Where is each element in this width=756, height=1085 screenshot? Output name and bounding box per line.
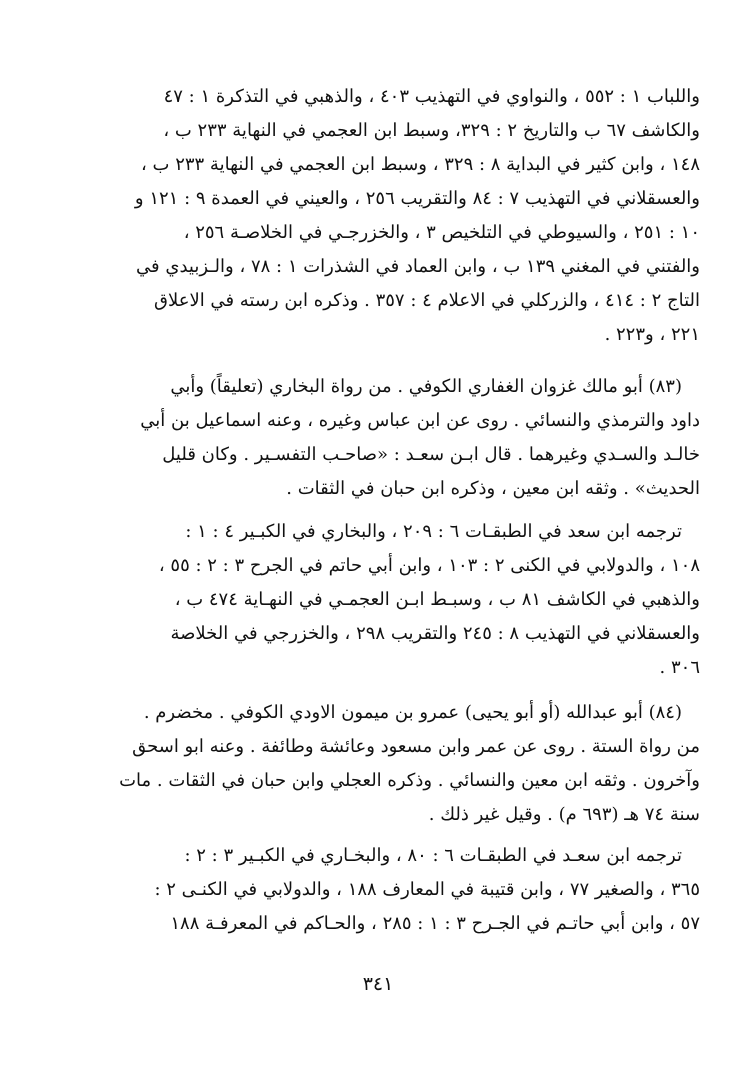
text-line: ١٠٨ ، والدولابي في الكنى ٢ : ١٠٣ ، وابن أبي حاتم في الجرح ٣ : ٢ : ٥٥ ،: [158, 555, 700, 576]
references-paragraph: [96, 80, 700, 352]
text-line: واللباب ١ : ٥٥٢ ، والنواوي في التهذيب ٤٠٣ ، والذهبي في التذكرة ١ : ٤٧: [163, 86, 700, 107]
text-line: التاج ٢ : ٤١٤ ، والزركلي في الاعلام ٤ : ٣٥٧ . وذكره ابن رسته في الاعلاق: [154, 290, 700, 311]
text-line: ٢٢١ ، و٢٢٣ .: [604, 324, 700, 345]
text-line: والذهبي في الكاشف ٨١ ب ، وسبـط ابـن العجمـي في النهـاية ٤٧٤ ب ،: [174, 589, 700, 610]
text-line: وآخرون . وثقه ابن معين والنسائي . وذكره العجلي وابن حبان في الثقات . مات: [119, 770, 700, 791]
text-line: (٨٣) أبو مالك غزوان الغفاري الكوفي . من رواة البخاري (تعليقاً) وأبي: [170, 376, 682, 397]
biography-entry-83: [96, 370, 700, 506]
text-line: خالـد والسـدي وغيرهما . قال ابـن سعـد : «صاحـب التفسـير . وكان قليل: [162, 444, 700, 465]
text-line: والعسقلاني في التهذيب ٧ : ٨٤ والتقريب ٢٥٦ ، والعيني في العمدة ٩ : ١٢١ و: [134, 188, 700, 209]
text-line: الحديث» . وثقه ابن معين ، وذكره ابن حبان في الثقات .: [286, 478, 700, 499]
text-line: ٣٠٦ .: [659, 657, 700, 678]
text-line: والعسقلاني في التهذيب ٨ : ٢٤٥ والتقريب ٢٩٨ ، والخزرجي في الخلاصة: [170, 623, 700, 644]
text-line: من رواة الستة . روى عن عمر وابن مسعود وعائشة وطائفة . وعنه ابو اسحق: [132, 736, 700, 757]
text-line: ترجمه ابن سعد في الطبقـات ٦ : ٢٠٩ ، والبخاري في الكبـير ٤ : ١ :: [185, 521, 682, 542]
text-line: ١٠ : ٢٥١ ، والسيوطي في التلخيص ٣ ، والخزرجـي في الخلاصـة ٢٥٦ ،: [183, 222, 700, 243]
biography-entry-84: [96, 696, 700, 832]
references-paragraph: [96, 515, 700, 685]
text-line: ٣٦٥ ، والصغير ٧٧ ، وابن قتيبة في المعارف ١٨٨ ، والدولابي في الكنـى ٢ :: [154, 879, 700, 900]
text-line: (٨٤) أبو عبدالله (أو أبو يحيى) عمرو بن ميمون الاودي الكوفي . مخضرم .: [143, 702, 682, 723]
text-line: ١٤٨ ، وابن كثير في البداية ٨ : ٣٢٩ ، وسبط ابن العجمي في النهاية ٢٣٣ ب ،: [140, 154, 700, 175]
text-line: سنة ٧٤ هـ (٦٩٣ م) . وقيل غير ذلك .: [428, 804, 700, 825]
text-line: ٥٧ ، وابن أبي حاتـم في الجـرح ٣ : ١ : ٢٨٥ ، والحـاكم في المعرفـة ١٨٨: [170, 913, 700, 934]
text-line: ترجمه ابن سعـد في الطبقـات ٦ : ٨٠ ، والبخـاري في الكبـير ٣ : ٢ :: [184, 845, 682, 866]
text-line: والكاشف ٦٧ ب والتاريخ ٢ : ٣٢٩، وسبط ابن العجمي في النهاية ٢٣٣ ب ،: [163, 120, 700, 141]
page-number: ٣٤١: [362, 973, 394, 995]
text-line: داود والترمذي والنسائي . روى عن ابن عباس وغيره ، وعنه اسماعيل بن أبي: [140, 410, 700, 431]
references-paragraph: [96, 839, 700, 941]
text-line: والفتني في المغني ١٣٩ ب ، وابن العماد في الشذرات ١ : ٧٨ ، والـزبيدي في: [136, 256, 700, 277]
